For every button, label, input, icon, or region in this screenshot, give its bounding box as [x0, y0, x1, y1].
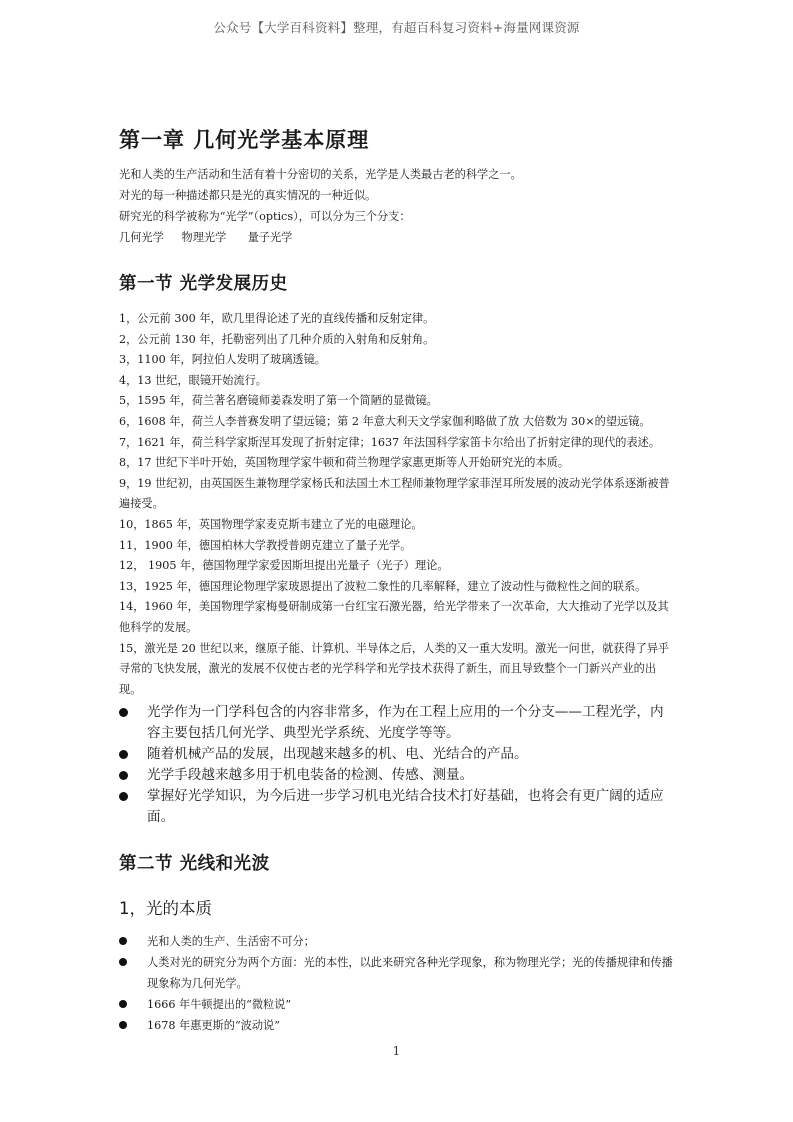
optics-branches: 几何光学 物理光学 量子光学: [119, 231, 293, 244]
list-item-text: 人类对光的研究分为两个方面：光的本性，以此来研究各种光学现象，称为物理光学；光的传播规律和传播现象称为几何光学。: [147, 956, 673, 991]
list-item: 2，公元前 130 年，托勒密列出了几种介质的入射角和反射角。: [119, 332, 435, 346]
bullet-icon: [119, 1021, 127, 1029]
list-item: 10，1865 年，英国物理学家麦克斯韦建立了光的电磁理论。: [119, 517, 423, 531]
list-item-text: 光学手段越来越多用于机电装备的检测、传感、测量。: [147, 767, 474, 784]
list-item-text: 1678 年惠更斯的“波动说”: [147, 1019, 280, 1033]
list-item: 12， 1905 年，德国物理学家爱因斯坦提出光量子（光子）理论。: [119, 559, 449, 573]
list-item: 11，1900 年，德国柏林大学教授普朗克建立了量子光学。: [119, 538, 412, 552]
list-item: [119, 994, 675, 1015]
section-title: 第二节 光线和光波: [119, 854, 270, 875]
list-item: 4，13 世纪，眼镜开始流行。: [119, 373, 267, 387]
intro-line: 研究光的科学被称为“光学”（optics），可以分为三个分支：: [119, 210, 411, 223]
list-item: [119, 786, 675, 828]
bullet-icon: [119, 1000, 127, 1008]
list-item-text: 光学作为一门学科包含的内容非常多，作为在工程上应用的一个分支——工程光学，内容主要包括几何光学、典型光学系统、光度学等等。: [147, 704, 664, 742]
bullet-icon: [119, 771, 128, 780]
bullet-icon: [119, 958, 127, 966]
list-item: 6，1608 年，荷兰人李普赛发明了望远镜；第 2 年意大利天文学家伽利略做了放 大倍数为 30×的望远镜。: [119, 414, 651, 428]
list-item-text: 随着机械产品的发展，出现越来越多的机、电、光结合的产品。: [147, 746, 528, 763]
list-item: [119, 931, 675, 952]
bullet-icon: [119, 937, 127, 945]
intro-line: 光和人类的生产活动和生活有着十分密切的关系，光学是人类最古老的科学之一。: [119, 168, 522, 181]
list-item: 14，1960 年，美国物理学家梅曼研制成第一台红宝石激光器，给光学带来了一次革命，大大推动了光学以及其他科学的发展。: [119, 600, 669, 634]
list-item-text: 光和人类的生产、生活密不可分；: [147, 935, 315, 949]
bullet-icon: [119, 750, 128, 759]
list-item: 8，17 世纪下半叶开始，英国物理学家牛顿和荷兰物理学家惠更斯等人开始研究光的本质。: [119, 456, 570, 470]
list-item-text: 掌握好光学知识，为今后进一步学习机电光结合技术打好基础，也将会有更广阔的适应面。: [147, 788, 664, 826]
nature-of-light-list: [119, 931, 675, 1036]
section-title: 第一节 光学发展历史: [119, 274, 288, 294]
list-item: [119, 765, 675, 786]
intro-line: 对光的每一种描述都只是光的真实情况的一种近似。: [119, 189, 377, 202]
header-note: 公众号【大学百科资料】整理，有超百科复习资料+海量网课资源: [213, 20, 580, 35]
key-points-list: [119, 702, 675, 828]
page-number: 1: [392, 1044, 401, 1058]
list-item: 9，19 世纪初，由英国医生兼物理学家杨氏和法国土木工程师兼物理学家菲涅耳所发展的波动光学体系逐渐被普遍接受。: [119, 476, 670, 511]
bullet-icon: [119, 792, 128, 801]
list-item: 13，1925 年，德国理论物理学家玻恩提出了波粒二象性的几率解释，建立了波动性与微粒性之间的联系。: [119, 579, 647, 593]
history-list: [119, 309, 675, 700]
list-item: 3，1100 年，阿拉伯人发明了玻璃透镜。: [119, 353, 326, 367]
page-content: [119, 124, 675, 1036]
subsection-title: 1，光的本质: [119, 899, 212, 919]
list-item: [119, 1015, 675, 1036]
list-item-text: 1666 年牛顿提出的“微粒说”: [147, 998, 292, 1012]
list-item: 15，激光是 20 世纪以来，继原子能、计算机、半导体之后，人类的又一重大发明。激光一问世，就获得了异乎寻常的飞快发展，激光的发展不仅使古老的光学科学和光学技术获得了新生，而且导致整个一门新兴产业的出现。: [119, 641, 670, 696]
list-item: [119, 744, 675, 765]
list-item: [119, 952, 675, 994]
list-item: 1，公元前 300 年，欧几里得论述了光的直线传播和反射定律。: [119, 312, 435, 325]
chapter-title: 第一章 几何光学基本原理: [119, 128, 370, 152]
list-item: 7，1621 年，荷兰科学家斯涅耳发现了折射定律；1637 年法国科学家笛卡尔给出了折射定律的现代的表述。: [119, 435, 661, 449]
list-item: 5，1595 年，荷兰著名磨镜师姜森发明了第一个简陋的显微镜。: [119, 394, 438, 408]
list-item: [119, 702, 675, 744]
bullet-icon: [119, 708, 128, 717]
